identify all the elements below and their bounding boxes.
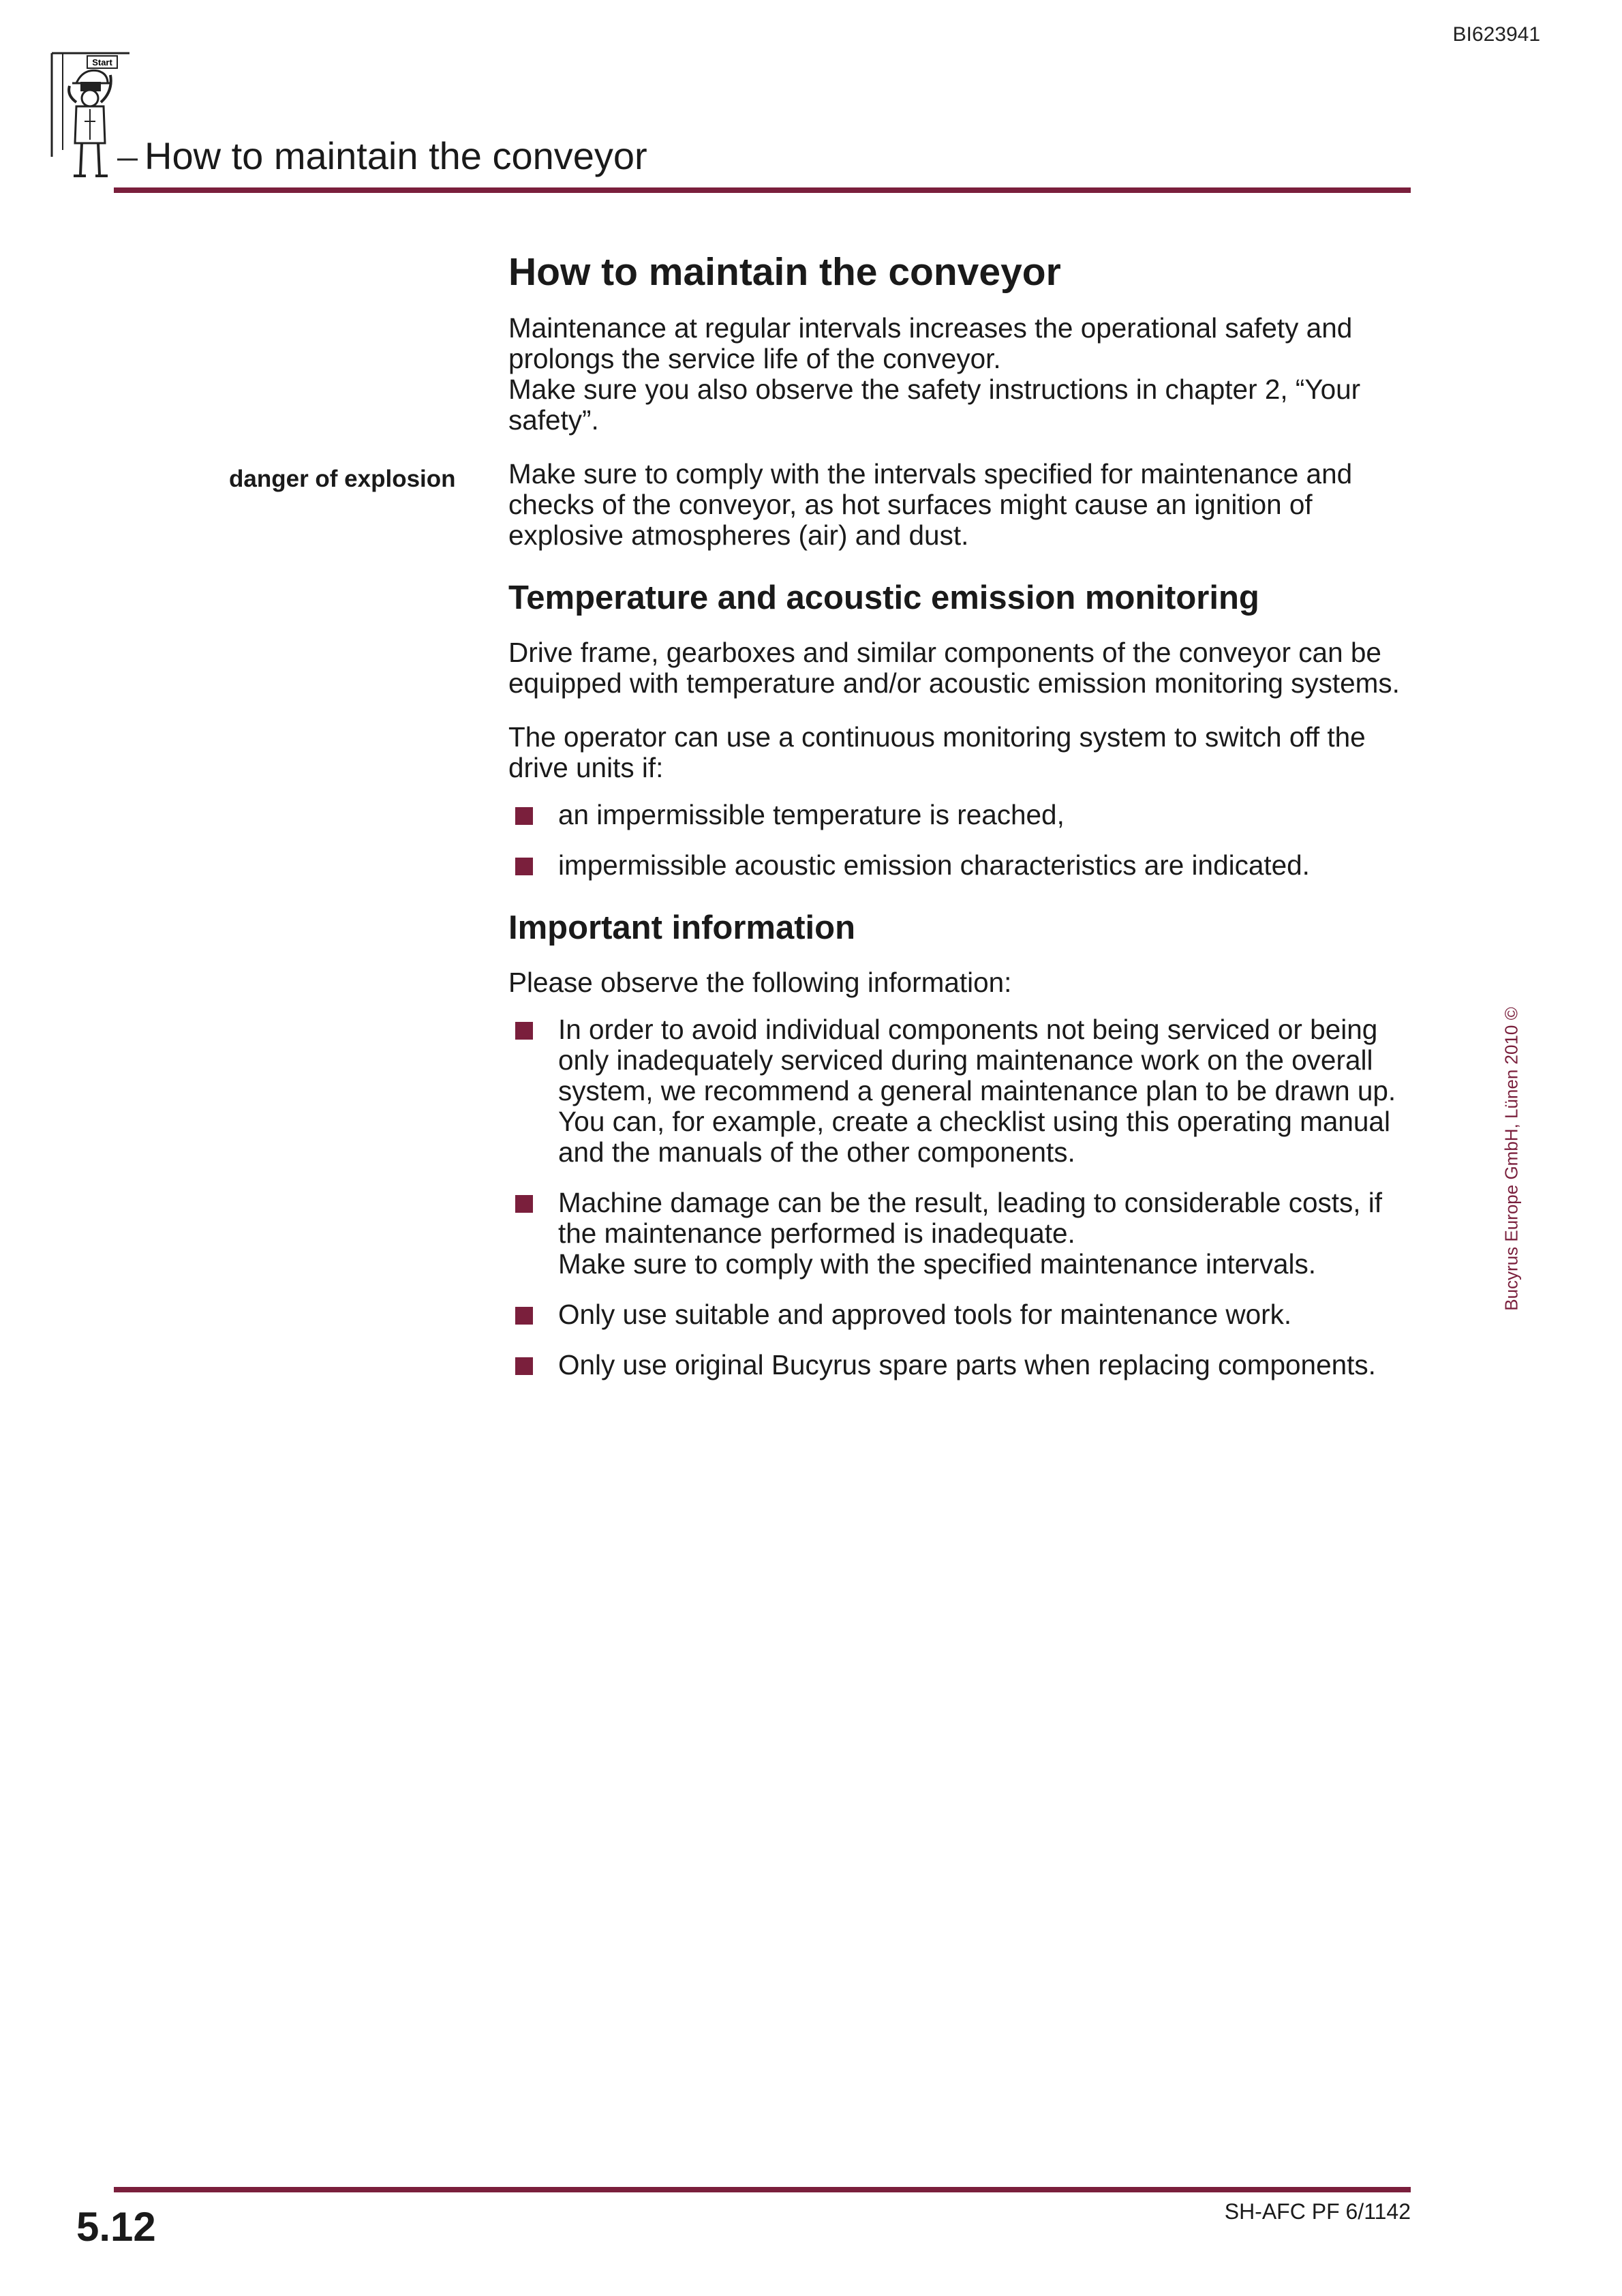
subsection-heading: Important information xyxy=(508,909,856,947)
bullet-list xyxy=(508,1014,1415,1380)
copyright-notice: Bucyrus Europe GmbH, Lünen 2010 © xyxy=(1501,1007,1522,1311)
list-item: an impermissible temperature is reached, xyxy=(508,800,1415,830)
svg-text:Start: Start xyxy=(92,57,112,67)
header-rule xyxy=(114,187,1411,193)
explosion-warning-paragraph: Make sure to comply with the intervals specified for maintenance and checks of the conveyor, as hot surfaces might cause an ignition of explosive atmospheres (air) and dust. xyxy=(508,458,1353,552)
square-bullet-icon xyxy=(515,1195,533,1213)
running-header-title: How to maintain the conveyor xyxy=(144,134,647,177)
intro-paragraph: Maintenance at regular intervals increases the operational safety and prolongs the service life of the conveyor. Make sure you also observe the safety instructions in chapter 2, “Your safety”. xyxy=(508,312,1361,436)
margin-note: danger of explosion xyxy=(229,466,456,492)
worker-start-icon xyxy=(42,48,138,184)
list-item: Only use original Bucyrus spare parts when replacing components. xyxy=(508,1350,1415,1380)
page-number: 5.12 xyxy=(76,2204,156,2250)
paragraph: Please observe the following information: xyxy=(508,966,1012,998)
bullet-list xyxy=(508,800,1415,881)
list-item: In order to avoid individual components not being serviced or being only inadequately serviced during maintenance work on the overall system, we recommend a general maintenance plan to be drawn up. You can, for example, create a checklist using this operating manual and the manuals of the other components. xyxy=(508,1014,1415,1168)
list-item: impermissible acoustic emission characteristics are indicated. xyxy=(508,850,1415,881)
document-id: BI623941 xyxy=(1452,23,1540,46)
square-bullet-icon xyxy=(515,1022,533,1040)
square-bullet-icon xyxy=(515,807,533,825)
square-bullet-icon xyxy=(515,858,533,875)
paragraph: Drive frame, gearboxes and similar components of the conveyor can be equipped with temperature and/or acoustic emission monitoring systems. xyxy=(508,637,1400,699)
footer-rule xyxy=(114,2187,1411,2192)
document-code: SH-AFC PF 6/1142 xyxy=(1224,2199,1411,2224)
main-content xyxy=(508,249,1415,1401)
paragraph: The operator can use a continuous monitoring system to switch off the drive units if: xyxy=(508,721,1366,784)
list-item: Only use suitable and approved tools for maintenance work. xyxy=(508,1299,1415,1330)
subsection-heading: Temperature and acoustic emission monitoring xyxy=(508,579,1259,617)
section-title: How to maintain the conveyor xyxy=(508,250,1061,294)
list-item: Machine damage can be the result, leading to considerable costs, if the maintenance performed is inadequate. Make sure to comply with the specified maintenance intervals. xyxy=(508,1188,1415,1280)
square-bullet-icon xyxy=(515,1307,533,1325)
square-bullet-icon xyxy=(515,1357,533,1375)
